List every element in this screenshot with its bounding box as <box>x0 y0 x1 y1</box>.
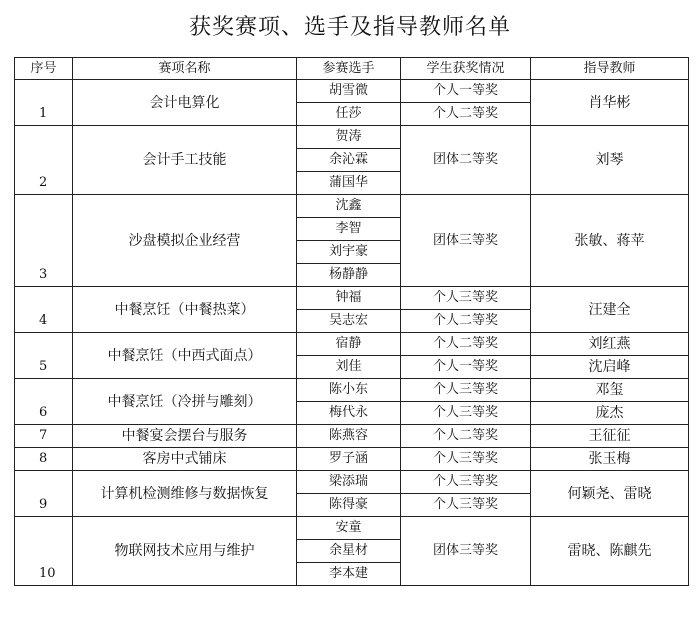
header-player: 参赛选手 <box>297 58 401 80</box>
row-number: 7 <box>15 425 73 448</box>
player-name: 余沁霖 <box>297 149 401 172</box>
table-row <box>15 287 689 310</box>
player-name: 钟福 <box>297 287 401 310</box>
player-name: 梅代永 <box>297 402 401 425</box>
table-row <box>15 80 689 103</box>
row-number: 2 <box>15 126 73 195</box>
player-name: 任莎 <box>297 103 401 126</box>
award-cell: 个人三等奖 <box>401 379 531 402</box>
row-number: 10 <box>15 517 73 586</box>
event-name: 会计电算化 <box>73 80 297 126</box>
event-name: 中餐宴会摆台与服务 <box>73 425 297 448</box>
table-header-row <box>15 58 689 80</box>
player-name: 罗子涵 <box>297 448 401 471</box>
teacher-name: 张玉梅 <box>531 448 689 471</box>
row-number: 4 <box>15 287 73 333</box>
teacher-name: 雷晓、陈麒先 <box>531 517 689 586</box>
player-name: 陈燕容 <box>297 425 401 448</box>
table-row <box>15 195 689 218</box>
document-title: 获奖赛项、选手及指导教师名单 <box>188 15 511 40</box>
table-row <box>15 425 689 448</box>
teacher-name: 张敏、蒋苹 <box>531 195 689 287</box>
event-name: 中餐烹饪（中西式面点） <box>73 333 297 379</box>
event-name: 客房中式铺床 <box>73 448 297 471</box>
header-award: 学生获奖情况 <box>401 58 531 80</box>
player-name: 贺涛 <box>297 126 401 149</box>
award-cell: 个人三等奖 <box>401 287 531 310</box>
player-name: 沈鑫 <box>297 195 401 218</box>
award-cell: 个人二等奖 <box>401 333 531 356</box>
teacher-name: 肖华彬 <box>531 80 689 126</box>
event-name: 物联网技术应用与维护 <box>73 517 297 586</box>
player-name: 陈小东 <box>297 379 401 402</box>
award-table <box>14 57 689 586</box>
teacher-name: 邓玺 <box>531 379 689 402</box>
player-name: 梁添瑞 <box>297 471 401 494</box>
row-number: 5 <box>15 333 73 379</box>
event-name: 中餐烹饪（冷拼与雕刻） <box>73 379 297 425</box>
player-name: 蒲国华 <box>297 172 401 195</box>
player-name: 杨静静 <box>297 264 401 287</box>
table-row <box>15 126 689 149</box>
award-cell: 个人三等奖 <box>401 494 531 517</box>
player-name: 吴志宏 <box>297 310 401 333</box>
award-cell: 个人二等奖 <box>401 103 531 126</box>
teacher-name: 汪建全 <box>531 287 689 333</box>
award-cell: 团体二等奖 <box>401 126 531 195</box>
teacher-name: 刘红燕 <box>531 333 689 356</box>
table-row <box>15 333 689 356</box>
row-number: 6 <box>15 379 73 425</box>
player-name: 刘佳 <box>297 356 401 379</box>
player-name: 刘宇豪 <box>297 241 401 264</box>
row-number: 3 <box>15 195 73 287</box>
player-name: 陈得豪 <box>297 494 401 517</box>
event-name: 沙盘模拟企业经营 <box>73 195 297 287</box>
teacher-name: 刘琴 <box>531 126 689 195</box>
event-name: 计算机检测维修与数据恢复 <box>73 471 297 517</box>
player-name: 李智 <box>297 218 401 241</box>
player-name: 胡雪微 <box>297 80 401 103</box>
row-number: 1 <box>15 80 73 126</box>
player-name: 余星材 <box>297 540 401 563</box>
award-cell: 个人一等奖 <box>401 80 531 103</box>
event-name: 会计手工技能 <box>73 126 297 195</box>
award-cell: 个人三等奖 <box>401 402 531 425</box>
teacher-name: 庞杰 <box>531 402 689 425</box>
row-number: 8 <box>15 448 73 471</box>
table-row <box>15 471 689 494</box>
award-cell: 个人三等奖 <box>401 471 531 494</box>
award-cell: 个人二等奖 <box>401 310 531 333</box>
row-number: 9 <box>15 471 73 517</box>
award-cell: 团体三等奖 <box>401 195 531 287</box>
award-cell: 个人二等奖 <box>401 425 531 448</box>
table-row <box>15 448 689 471</box>
header-no: 序号 <box>15 58 73 80</box>
table-row <box>15 517 689 540</box>
teacher-name: 何颖尧、雷晓 <box>531 471 689 517</box>
award-cell: 个人一等奖 <box>401 356 531 379</box>
player-name: 宿静 <box>297 333 401 356</box>
player-name: 安童 <box>297 517 401 540</box>
teacher-name: 王征征 <box>531 425 689 448</box>
award-cell: 团体三等奖 <box>401 517 531 586</box>
table-row <box>15 379 689 402</box>
award-cell: 个人三等奖 <box>401 448 531 471</box>
header-teacher: 指导教师 <box>531 58 689 80</box>
header-event: 赛项名称 <box>73 58 297 80</box>
player-name: 李本建 <box>297 563 401 586</box>
event-name: 中餐烹饪（中餐热菜） <box>73 287 297 333</box>
teacher-name: 沈启峰 <box>531 356 689 379</box>
